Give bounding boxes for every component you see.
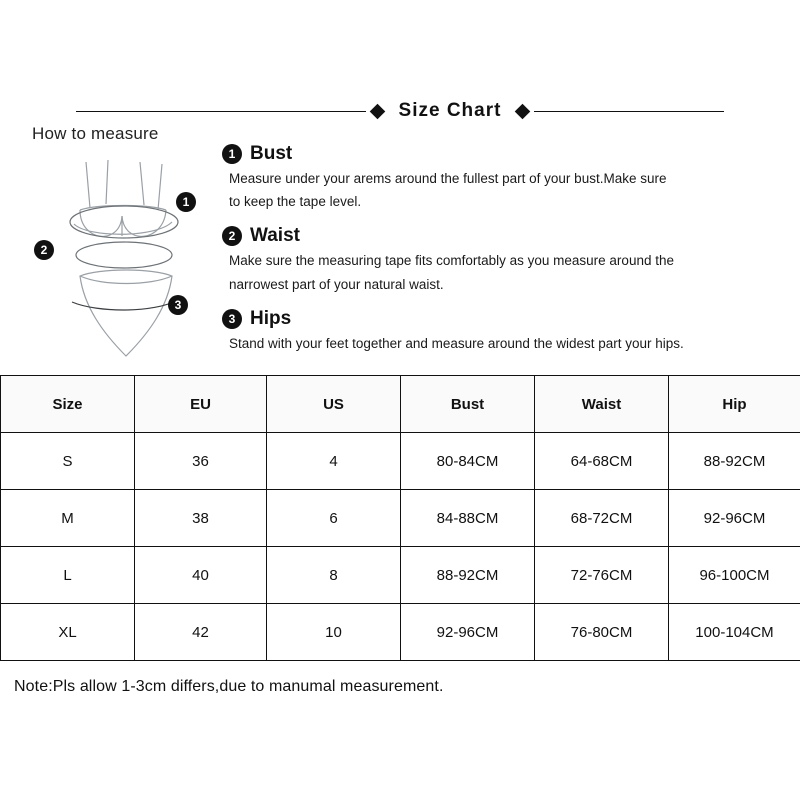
instruction-hips-title: Hips bbox=[250, 307, 292, 329]
cell-us: 6 bbox=[267, 490, 401, 547]
table-header-us: US bbox=[267, 376, 401, 433]
measurement-note: Note:Pls allow 1-3cm differs,due to manumal measurement. bbox=[14, 678, 444, 695]
cell-waist: 76-80CM bbox=[535, 604, 669, 661]
cell-size: S bbox=[1, 433, 135, 490]
cell-waist: 64-68CM bbox=[535, 433, 669, 490]
instruction-badge-2: 2 bbox=[222, 226, 242, 246]
cell-hip: 96-100CM bbox=[669, 547, 800, 604]
table-header-waist: Waist bbox=[535, 376, 669, 433]
figure-badge-2: 2 bbox=[34, 240, 54, 260]
cell-bust: 80-84CM bbox=[401, 433, 535, 490]
cell-eu: 40 bbox=[135, 547, 267, 604]
instruction-bust-line2: to keep the tape level. bbox=[229, 194, 362, 210]
diamond-icon-left bbox=[369, 103, 385, 119]
instruction-hips bbox=[222, 308, 787, 355]
cell-size: L bbox=[1, 547, 135, 604]
lingerie-diagram-icon bbox=[28, 150, 218, 365]
table-header-eu: EU bbox=[135, 376, 267, 433]
table-row bbox=[1, 433, 800, 490]
cell-us: 8 bbox=[267, 547, 401, 604]
table-row bbox=[1, 604, 800, 661]
title-rule-right bbox=[534, 111, 724, 112]
instruction-waist-header bbox=[222, 225, 787, 247]
instruction-bust-header bbox=[222, 143, 787, 165]
page-title-row bbox=[0, 98, 800, 124]
cell-bust: 88-92CM bbox=[401, 547, 535, 604]
cell-waist: 72-76CM bbox=[535, 547, 669, 604]
instruction-badge-3: 3 bbox=[222, 309, 242, 329]
cell-bust: 84-88CM bbox=[401, 490, 535, 547]
instructions-list bbox=[222, 143, 787, 355]
figure-badge-3: 3 bbox=[168, 295, 188, 315]
instruction-bust bbox=[222, 143, 787, 213]
table-header-hip: Hip bbox=[669, 376, 800, 433]
instruction-waist-title: Waist bbox=[250, 225, 300, 247]
cell-us: 4 bbox=[267, 433, 401, 490]
cell-size: XL bbox=[1, 604, 135, 661]
cell-us: 10 bbox=[267, 604, 401, 661]
instruction-waist bbox=[222, 225, 787, 295]
title-rule-left bbox=[76, 111, 366, 112]
figure-badge-1: 1 bbox=[176, 192, 196, 212]
diamond-icon-right bbox=[515, 103, 531, 119]
instruction-bust-title: Bust bbox=[250, 143, 293, 164]
table-header-bust: Bust bbox=[401, 376, 535, 433]
table-header-size: Size bbox=[1, 376, 135, 433]
instruction-hips-line1: Stand with your feet together and measure around the widest part your hips. bbox=[229, 335, 684, 351]
instruction-hips-header bbox=[222, 308, 787, 330]
instruction-waist-line1: Make sure the measuring tape fits comfortably as you measure around the bbox=[229, 253, 674, 269]
instruction-bust-line1: Measure under your arems around the fullest part of your bust.Make sure bbox=[229, 171, 667, 186]
measurement-illustration bbox=[28, 150, 218, 365]
cell-size: M bbox=[1, 490, 135, 547]
instruction-waist-line2: narrowest part of your natural waist. bbox=[229, 276, 444, 292]
cell-eu: 38 bbox=[135, 490, 267, 547]
cell-hip: 100-104CM bbox=[669, 604, 800, 661]
cell-waist: 68-72CM bbox=[535, 490, 669, 547]
size-table-wrapper bbox=[0, 375, 800, 661]
cell-hip: 88-92CM bbox=[669, 433, 800, 490]
page-title: Size Chart bbox=[398, 100, 502, 121]
cell-eu: 36 bbox=[135, 433, 267, 490]
instruction-badge-1: 1 bbox=[222, 144, 242, 164]
cell-eu: 42 bbox=[135, 604, 267, 661]
cell-hip: 92-96CM bbox=[669, 490, 800, 547]
how-to-measure-label: How to measure bbox=[32, 124, 159, 143]
table-row bbox=[1, 490, 800, 547]
table-header-row bbox=[1, 376, 800, 433]
cell-bust: 92-96CM bbox=[401, 604, 535, 661]
size-table bbox=[0, 375, 800, 661]
table-row bbox=[1, 547, 800, 604]
